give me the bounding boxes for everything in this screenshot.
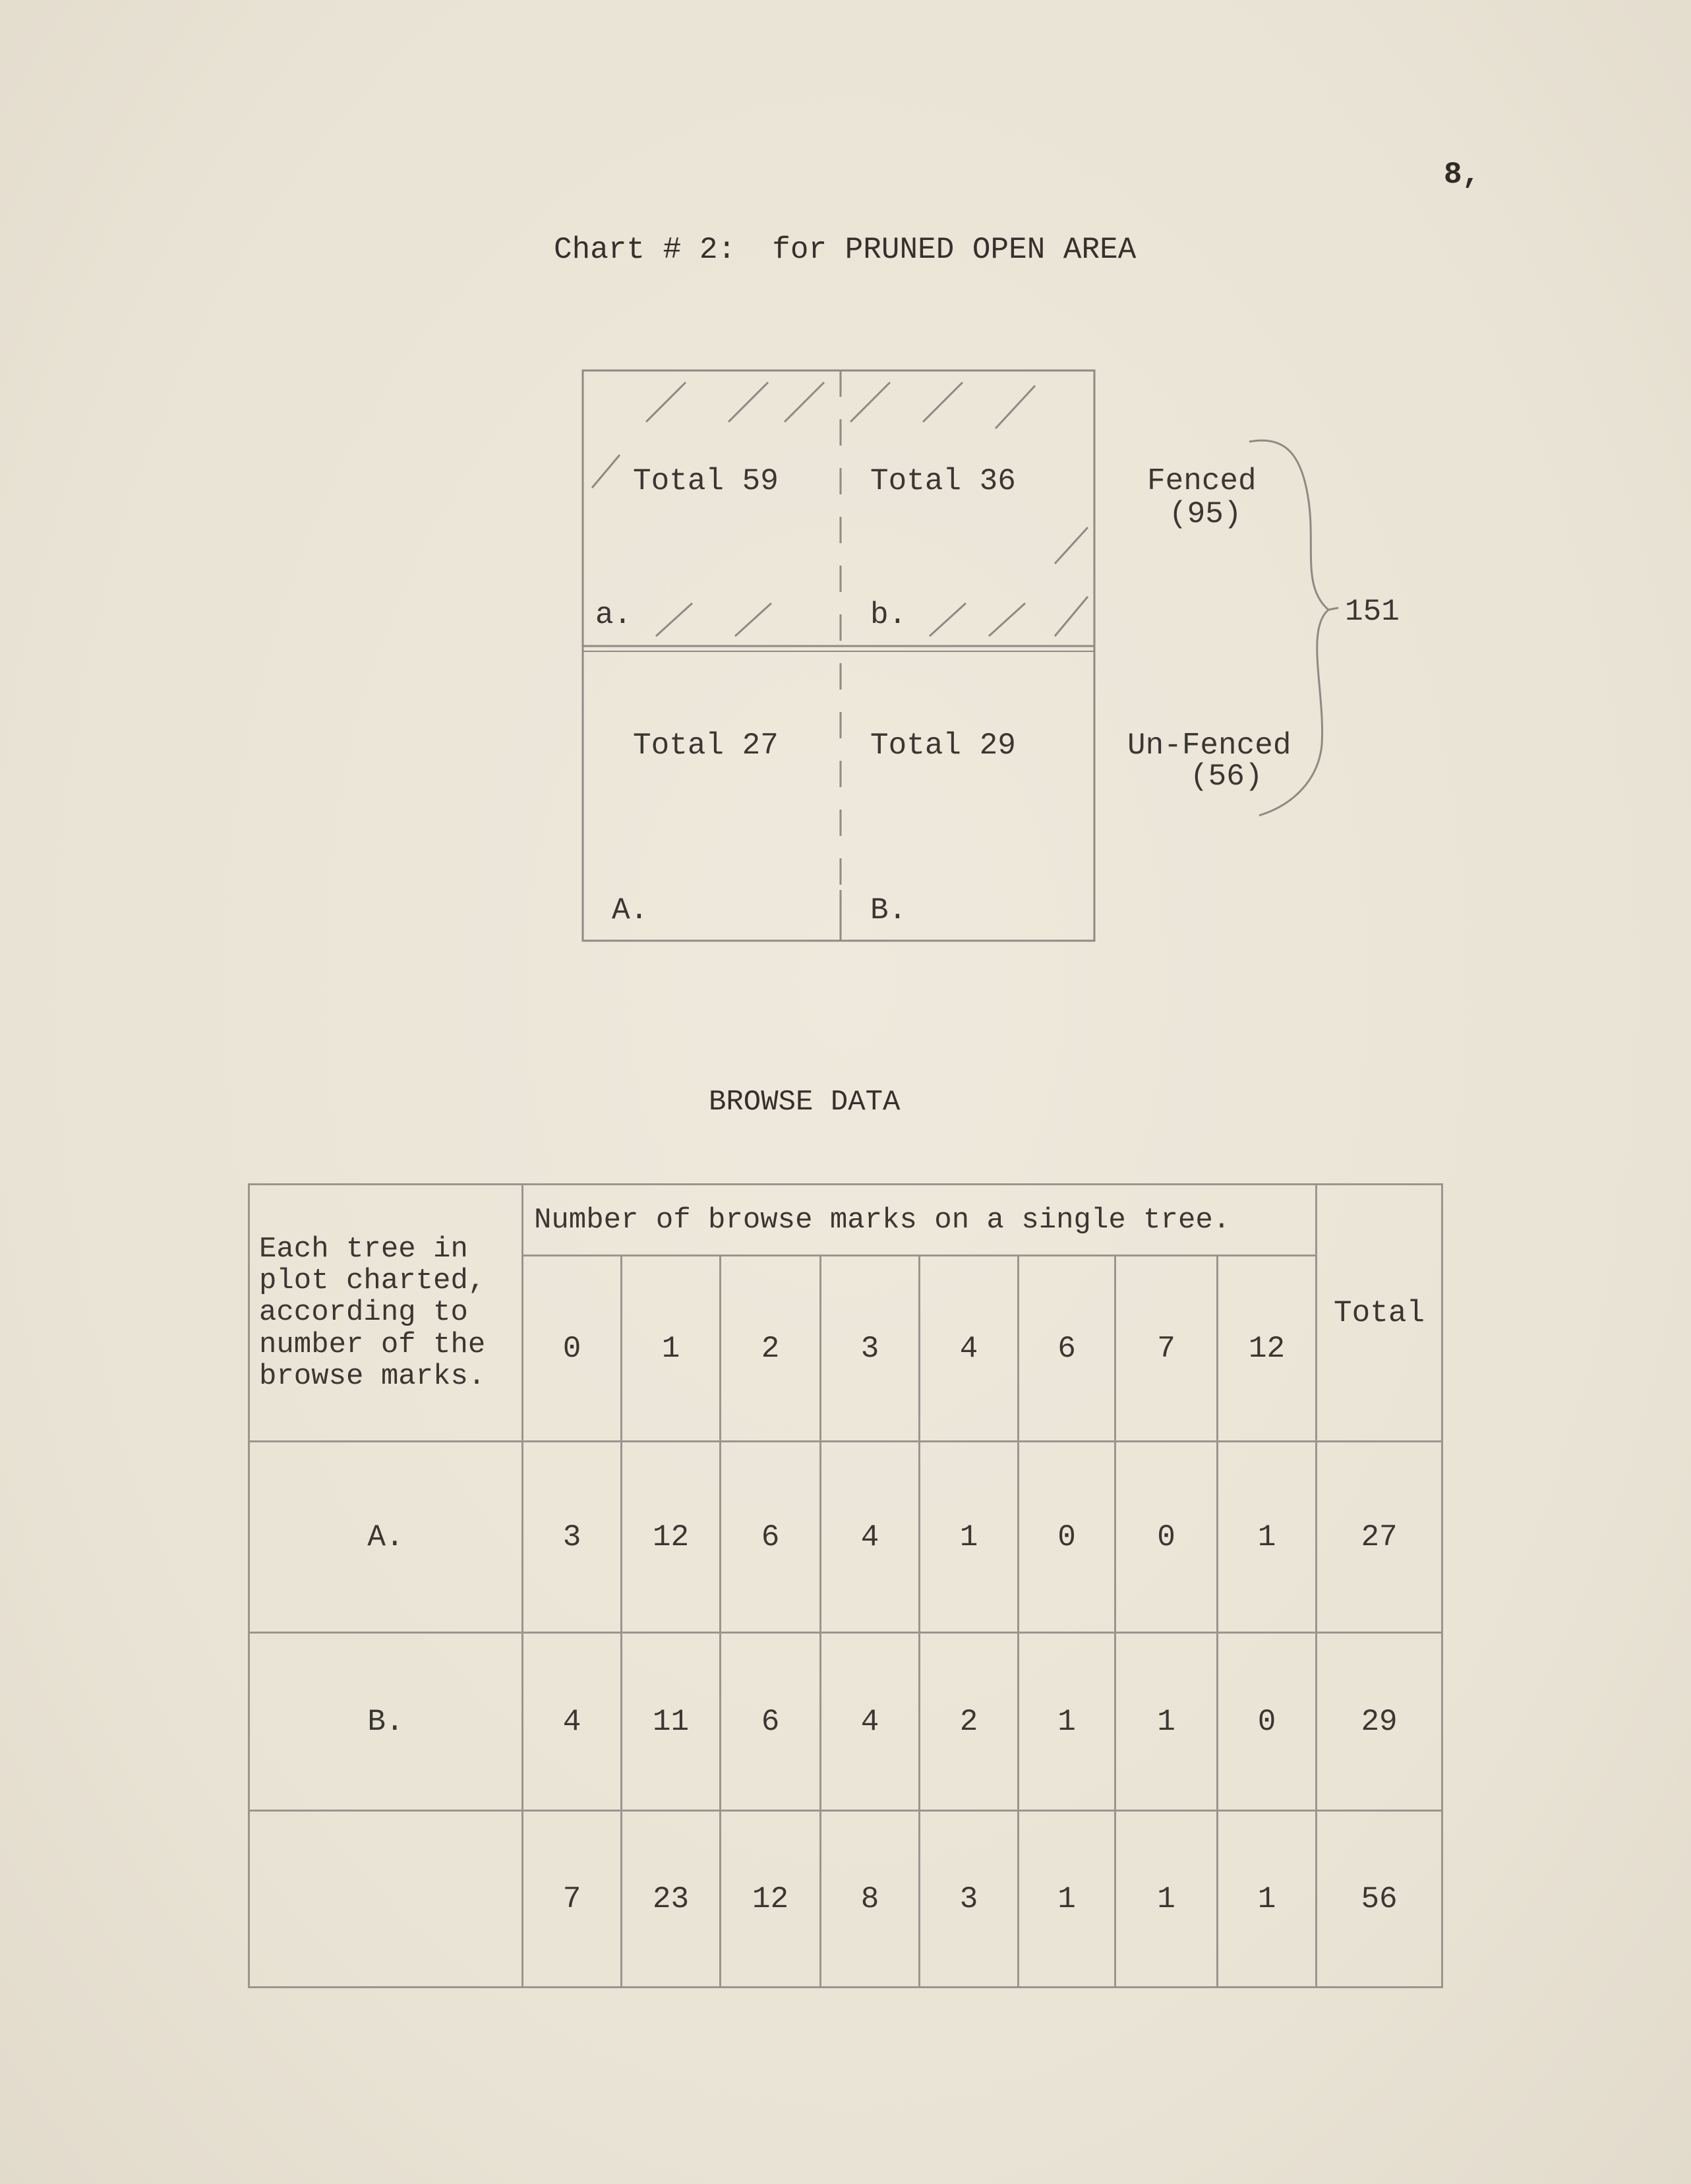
cell-a-letter: a. xyxy=(595,598,632,632)
table-cell: 6 xyxy=(721,1633,821,1811)
table-cell: 3 xyxy=(523,1442,622,1633)
chart-title: Chart # 2: for PRUNED OPEN AREA xyxy=(554,233,1137,267)
column-header: 3 xyxy=(821,1256,920,1442)
table-cell: 6 xyxy=(721,1442,821,1633)
table-header-row-group xyxy=(249,1185,1442,1256)
column-header: 6 xyxy=(1019,1256,1115,1442)
table-cell: 4 xyxy=(523,1633,622,1811)
column-header: 12 xyxy=(1218,1256,1317,1442)
column-header: 7 xyxy=(1115,1256,1218,1442)
group-header: Number of browse marks on a single tree. xyxy=(523,1185,1317,1256)
cell-A-letter: A. xyxy=(612,893,649,928)
table-cell: 11 xyxy=(622,1633,721,1811)
column-header-total: Total xyxy=(1317,1185,1442,1442)
row-label xyxy=(249,1811,523,1988)
cell-a-total: Total 59 xyxy=(633,464,779,498)
table-cell: 1 xyxy=(1019,1633,1115,1811)
table-row-totals xyxy=(249,1811,1442,1988)
table-cell: 1 xyxy=(1218,1442,1317,1633)
column-header: 1 xyxy=(622,1256,721,1442)
row-label: B. xyxy=(249,1633,523,1811)
grand-total: 151 xyxy=(1345,595,1400,629)
column-header: 4 xyxy=(920,1256,1019,1442)
cell-B-total: Total 29 xyxy=(870,728,1016,763)
cell-b-total: Total 36 xyxy=(870,464,1016,498)
fenced-label: Fenced xyxy=(1147,464,1257,498)
column-header: 2 xyxy=(721,1256,821,1442)
table-cell-total: 56 xyxy=(1317,1811,1442,1988)
table-cell: 0 xyxy=(1115,1442,1218,1633)
table-cell: 1 xyxy=(1019,1811,1115,1988)
plot-outline xyxy=(583,370,1094,941)
table-cell: 0 xyxy=(1019,1442,1115,1633)
table-cell: 1 xyxy=(920,1442,1019,1633)
table-cell: 4 xyxy=(821,1442,920,1633)
row-label: A. xyxy=(249,1442,523,1633)
browse-data-table xyxy=(248,1183,1443,1988)
table-cell: 2 xyxy=(920,1633,1019,1811)
table-cell: 23 xyxy=(622,1811,721,1988)
row-header-description: Each tree in plot charted, according to number of the browse marks. xyxy=(249,1185,523,1442)
table-cell-total: 29 xyxy=(1317,1633,1442,1811)
table-row xyxy=(249,1442,1442,1633)
browse-data-title: BROWSE DATA xyxy=(709,1086,901,1119)
table-cell: 4 xyxy=(821,1633,920,1811)
unfenced-label: Un-Fenced xyxy=(1127,728,1291,763)
table-cell: 7 xyxy=(523,1811,622,1988)
table-cell: 8 xyxy=(821,1811,920,1988)
cell-A-total: Total 27 xyxy=(633,728,779,763)
cell-b-letter: b. xyxy=(870,598,907,632)
table-row xyxy=(249,1633,1442,1811)
table-cell: 1 xyxy=(1115,1633,1218,1811)
cell-B-letter: B. xyxy=(870,893,907,928)
table-cell: 12 xyxy=(622,1442,721,1633)
fenced-count: (95) xyxy=(1169,497,1242,531)
page-number: 8, xyxy=(1444,158,1481,192)
table-cell: 3 xyxy=(920,1811,1019,1988)
table-cell: 1 xyxy=(1115,1811,1218,1988)
column-header: 0 xyxy=(523,1256,622,1442)
table-cell-total: 27 xyxy=(1317,1442,1442,1633)
unfenced-count: (56) xyxy=(1190,759,1263,794)
table-cell: 1 xyxy=(1218,1811,1317,1988)
table-cell: 0 xyxy=(1218,1633,1317,1811)
table-cell: 12 xyxy=(721,1811,821,1988)
